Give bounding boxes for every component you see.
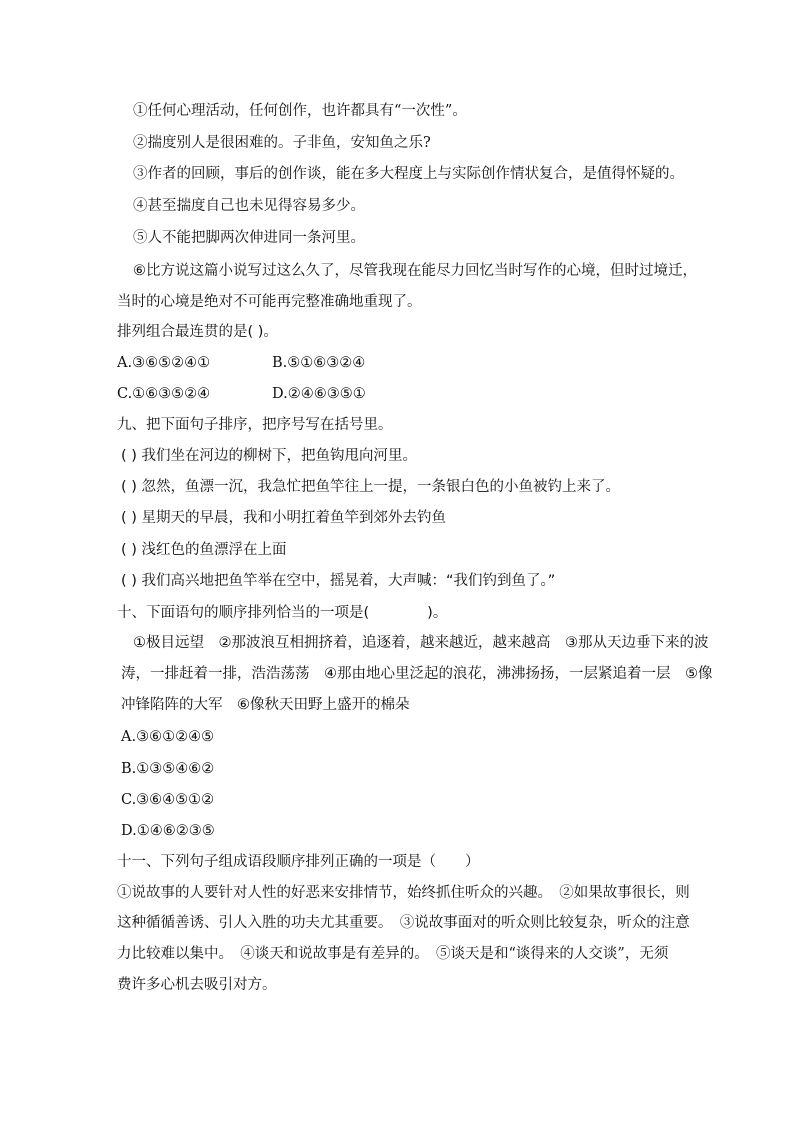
section-10-body-line-2: 涛，一排赶着一排，浩浩荡荡 ④那由地心里泛起的浪花，沸沸扬扬，一层紧追着一层 ⑤像	[121, 666, 713, 682]
option-b: B.⑤①⑥③②④	[272, 355, 366, 371]
section-11-body-line-3: 力比较难以集中。 ④谈天和说故事是有差异的。 ⑤谈天是和“谈得来的人交谈”，无须	[117, 946, 669, 962]
sentence-6: ⑥比方说这篇小说写过这么久了，尽管我现在能尽力回忆当时写作的心境，但时过境迁，	[133, 263, 697, 279]
option-a: A.③⑥⑤②④①	[117, 355, 211, 371]
section-10-title: 十、下面语句的顺序排列恰当的一项是( )。	[117, 605, 448, 621]
section-9-item-4: ( ) 浅红色的鱼漂浮在上面	[121, 542, 287, 558]
section-9-title: 九、把下面句子排序，把序号写在括号里。	[117, 417, 393, 433]
section-9-item-5: ( ) 我们高兴地把鱼竿举在空中，摇晃着，大声喊：“我们钓到鱼了。”	[121, 573, 556, 589]
section-9-item-3: ( ) 星期天的早晨，我和小明扛着鱼竿到郊外去钓鱼	[121, 510, 447, 526]
sentence-2: ②揣度别人是很困难的。子非鱼，安知鱼之乐?	[133, 135, 431, 151]
section-9-item-1: ( ) 我们坐在河边的柳树下，把鱼钩甩向河里。	[121, 448, 418, 464]
sentence-1: ①任何心理活动，任何创作，也许都具有“一次性”。	[133, 103, 467, 119]
section-10-option-d: D.①④⑥②③⑤	[121, 823, 215, 839]
option-c: C.①⑥③⑤②④	[117, 386, 211, 402]
section-9-item-2: ( ) 忽然，鱼漂一沉，我急忙把鱼竿往上一提，一条银白色的小鱼被钓上来了。	[121, 479, 621, 495]
section-10-body-line-1: ①极目远望 ②那波浪互相拥挤着，追逐着，越来越近，越来越高 ③那从天边垂下来的波	[133, 635, 709, 651]
sentence-3: ③作者的回顾，事后的创作谈，能在多大程度上与实际创作情状复合，是值得怀疑的。	[133, 166, 684, 182]
section-10-body-line-3: 冲锋陷阵的大军 ⑥像秋天田野上盛开的棉朵	[121, 697, 410, 713]
section-10-option-c: C.③⑥④⑤①②	[121, 792, 215, 808]
section-10-option-a: A.③⑥①②④⑤	[121, 729, 215, 745]
option-d: D.②④⑥③⑤①	[272, 386, 366, 402]
sentence-6-continued: 当时的心境是绝对不可能再完整准确地重现了。	[117, 294, 422, 310]
section-11-body-line-1: ①说故事的人要针对人性的好恶来安排情节，始终抓住听众的兴趣。 ②如果故事很长，则	[117, 885, 690, 901]
section-10-option-b: B.①③⑤④⑥②	[121, 761, 215, 777]
section-11-body-line-2: 这种循循善诱、引人入胜的功夫尤其重要。 ③说故事面对的听众则比较复杂，听众的注意	[117, 915, 690, 931]
section-11-body-line-4: 费许多心机去吸引对方。	[117, 977, 277, 993]
sentence-4: ④甚至揣度自己也未见得容易多少。	[133, 198, 365, 214]
section-11-title: 十一、下列句子组成语段顺序排列正确的一项是（ ）	[117, 854, 480, 870]
question-8: 排列组合最连贯的是( )。	[117, 324, 278, 340]
sentence-5: ⑤人不能把脚两次伸进同一条河里。	[133, 230, 365, 246]
